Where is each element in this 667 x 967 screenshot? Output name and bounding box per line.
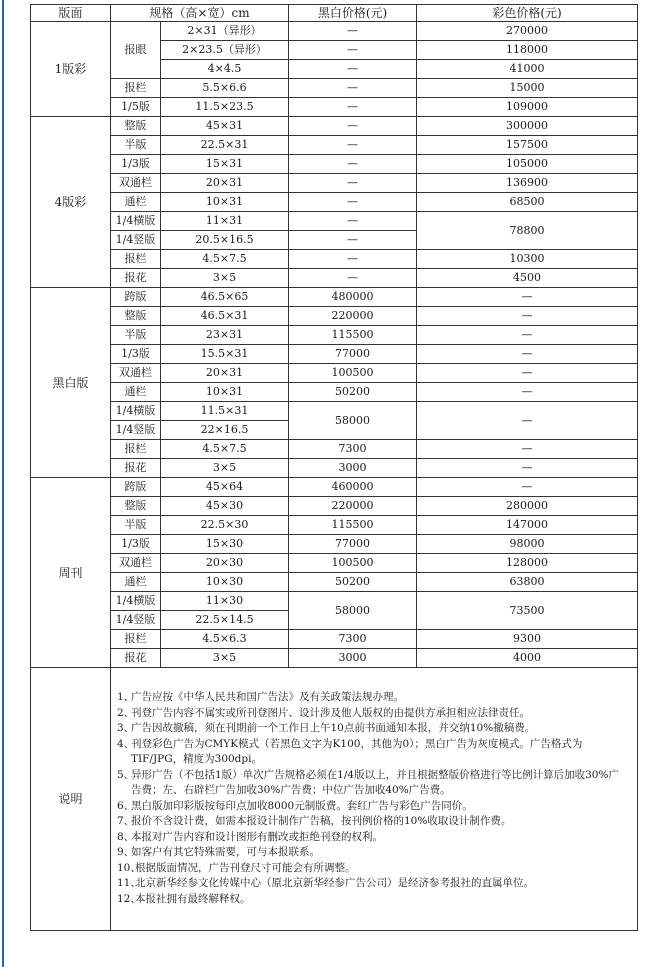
item-bw-price: 100500 [289, 554, 417, 573]
item-bw-price: 3000 [289, 459, 417, 478]
item-name: 双通栏 [111, 174, 161, 193]
item-name: 整版 [111, 497, 161, 516]
item-spec: 46.5×31 [161, 307, 289, 326]
item-name: 半版 [111, 326, 161, 345]
header-spec: 规格（高×宽）cm [111, 5, 289, 22]
item-bw-price: — [289, 98, 417, 117]
note-number: 9、 [117, 846, 135, 858]
section-name: 4版彩 [31, 117, 111, 288]
item-name: 报眼 [111, 22, 161, 79]
item-color-price: 15000 [417, 79, 638, 98]
item-color-price: 105000 [417, 155, 638, 174]
item-name: 1/4竖版 [111, 421, 161, 440]
item-spec: 20×31 [161, 174, 289, 193]
table-row [31, 307, 638, 326]
note-text: 刊登广告内容不属实或所刊登图片、设计涉及他人版权的由提供方承担相应法律责任。 [131, 706, 530, 719]
item-spec: 2×23.5（异形） [161, 41, 289, 60]
header-row [31, 5, 638, 22]
note-text: 本报对广告内容和设计图形有删改或拒绝刊登的权利。 [131, 830, 383, 843]
item-bw-price: 100500 [289, 364, 417, 383]
item-spec: 22.5×30 [161, 516, 289, 535]
item-name: 通栏 [111, 193, 161, 212]
note-number: 4、 [117, 737, 135, 750]
item-spec: 20.5×16.5 [161, 231, 289, 250]
item-bw-price: — [289, 79, 417, 98]
item-bw-price: 3000 [289, 649, 417, 668]
item-spec: 10×31 [161, 383, 289, 402]
note-item [117, 737, 629, 768]
item-spec: 45×31 [161, 117, 289, 136]
item-bw-price: 58000 [289, 592, 417, 630]
table-row [31, 649, 638, 668]
item-name: 报栏 [111, 79, 161, 98]
item-color-price: 118000 [417, 41, 638, 60]
note-text: 本报社拥有最终解释权。 [135, 892, 251, 905]
table-row [31, 516, 638, 535]
ad-price-table [30, 4, 638, 931]
table-row [31, 345, 638, 364]
item-name: 1/4横版 [111, 402, 161, 421]
item-spec: 45×30 [161, 497, 289, 516]
item-color-price: 73500 [417, 592, 638, 630]
item-spec: 23×31 [161, 326, 289, 345]
item-color-price: 109000 [417, 98, 638, 117]
item-spec: 20×30 [161, 554, 289, 573]
item-color-price: 63800 [417, 573, 638, 592]
item-color-price: 147000 [417, 516, 638, 535]
item-spec: 3×5 [161, 459, 289, 478]
table-row [31, 212, 638, 231]
item-bw-price: 220000 [289, 307, 417, 326]
note-item [117, 706, 629, 722]
item-color-price: — [417, 288, 638, 307]
item-color-price: — [417, 402, 638, 440]
note-item [117, 845, 629, 861]
item-color-price: — [417, 364, 638, 383]
item-spec: 3×5 [161, 649, 289, 668]
item-color-price: 68500 [417, 193, 638, 212]
item-name: 跨版 [111, 288, 161, 307]
item-bw-price: — [289, 193, 417, 212]
item-bw-price: — [289, 155, 417, 174]
item-bw-price: 460000 [289, 478, 417, 497]
item-spec: 3×5 [161, 269, 289, 288]
table-row [31, 155, 638, 174]
item-bw-price: 7300 [289, 440, 417, 459]
item-name: 1/3版 [111, 345, 161, 364]
item-name: 报栏 [111, 630, 161, 649]
item-color-price: 128000 [417, 554, 638, 573]
item-color-price: 4000 [417, 649, 638, 668]
header-layout: 版面 [31, 5, 111, 22]
item-color-price: 157500 [417, 136, 638, 155]
item-spec: 5.5×6.6 [161, 79, 289, 98]
item-spec: 15×31 [161, 155, 289, 174]
item-name: 半版 [111, 516, 161, 535]
item-color-price: 9300 [417, 630, 638, 649]
note-item [117, 768, 629, 799]
note-number: 5、 [117, 768, 135, 781]
item-color-price: — [417, 307, 638, 326]
table-row [31, 459, 638, 478]
note-text: 根据版面情况，广告刊登尺寸可能会有所调整。 [135, 861, 356, 874]
note-item [117, 799, 629, 815]
item-spec: 11×31 [161, 212, 289, 231]
item-color-price: — [417, 383, 638, 402]
note-item [117, 861, 629, 877]
notes-label: 说明 [31, 668, 111, 931]
table-row [31, 117, 638, 136]
item-color-price: 98000 [417, 535, 638, 554]
item-bw-price: 50200 [289, 573, 417, 592]
item-spec: 45×64 [161, 478, 289, 497]
table-row [31, 174, 638, 193]
note-number: 11、 [117, 877, 141, 889]
item-name: 报花 [111, 459, 161, 478]
item-bw-price: 115500 [289, 326, 417, 345]
item-name: 双通栏 [111, 364, 161, 383]
notes-content [111, 668, 638, 931]
table-row [31, 98, 638, 117]
table-row [31, 269, 638, 288]
item-bw-price: — [289, 174, 417, 193]
section-name: 周刊 [31, 478, 111, 668]
item-name: 1/3版 [111, 535, 161, 554]
item-spec: 15×30 [161, 535, 289, 554]
item-name: 报栏 [111, 440, 161, 459]
item-color-price: 4500 [417, 269, 638, 288]
item-color-price: 10300 [417, 250, 638, 269]
item-color-price: — [417, 345, 638, 364]
table-row [31, 630, 638, 649]
item-bw-price: 480000 [289, 288, 417, 307]
item-bw-price: — [289, 22, 417, 41]
table-row [31, 193, 638, 212]
page-left-rule [2, 0, 4, 967]
note-number: 7、 [117, 815, 135, 827]
notes-row [31, 668, 638, 931]
table-row [31, 573, 638, 592]
note-item [117, 814, 629, 830]
item-name: 通栏 [111, 573, 161, 592]
item-bw-price: — [289, 231, 417, 250]
table-row [31, 22, 638, 41]
note-item [117, 690, 629, 706]
note-number: 10、 [117, 861, 141, 874]
item-spec: 2×31（异形） [161, 22, 289, 41]
item-bw-price: — [289, 60, 417, 79]
note-text: 如客户有其它特殊需要，可与本报联系。 [131, 846, 320, 858]
table-row [31, 497, 638, 516]
item-spec: 11.5×23.5 [161, 98, 289, 117]
table-row [31, 592, 638, 611]
item-name: 双通栏 [111, 554, 161, 573]
table-row [31, 250, 638, 269]
item-name: 1/5版 [111, 98, 161, 117]
item-bw-price: 115500 [289, 516, 417, 535]
table-row [31, 326, 638, 345]
note-text: 黑白版加印彩版按每印点加收8000元制版费。套红广告与彩色广告同价。 [131, 799, 473, 812]
note-item [117, 721, 629, 737]
item-name: 跨版 [111, 478, 161, 497]
table-row [31, 364, 638, 383]
item-name: 通栏 [111, 383, 161, 402]
table-row [31, 402, 638, 421]
note-item [117, 876, 629, 892]
item-bw-price: — [289, 136, 417, 155]
item-spec: 4.5×6.3 [161, 630, 289, 649]
item-color-price: 78800 [417, 212, 638, 250]
table-row [31, 440, 638, 459]
item-color-price: — [417, 478, 638, 497]
item-name: 1/4竖版 [111, 231, 161, 250]
item-color-price: — [417, 326, 638, 345]
item-name: 整版 [111, 117, 161, 136]
item-color-price: 280000 [417, 497, 638, 516]
item-spec: 10×30 [161, 573, 289, 592]
item-color-price: 136900 [417, 174, 638, 193]
item-spec: 4×4.5 [161, 60, 289, 79]
table-row [31, 79, 638, 98]
item-spec: 20×31 [161, 364, 289, 383]
note-text: 异形广告（不包括1版）单次广告规格必须在1/4版以上，并且根据整版价格进行等比例计算后加收30%广告费；左、右辟栏广告加收30%广告费；中位广告加收40%广告费。 [131, 768, 619, 796]
item-bw-price: — [289, 269, 417, 288]
note-item [117, 892, 629, 908]
note-text: 广告应按《中华人民共和国广告法》及有关政策法规办理。 [131, 691, 404, 703]
item-spec: 22.5×31 [161, 136, 289, 155]
item-spec: 11.5×31 [161, 402, 289, 421]
note-number: 6、 [117, 799, 135, 812]
item-bw-price: 7300 [289, 630, 417, 649]
item-bw-price: — [289, 41, 417, 60]
item-color-price: — [417, 459, 638, 478]
table-row [31, 383, 638, 402]
item-bw-price: — [289, 250, 417, 269]
item-spec: 10×31 [161, 193, 289, 212]
item-color-price: 41000 [417, 60, 638, 79]
note-number: 8、 [117, 830, 135, 843]
note-number: 3、 [117, 722, 135, 734]
item-spec: 11×30 [161, 592, 289, 611]
item-color-price: — [417, 440, 638, 459]
item-name: 1/4横版 [111, 592, 161, 611]
note-text: 刊登彩色广告为CMYK模式（若黑色文字为K100，其他为0）；黑白广告为灰度模式。广告格式为TIF/JPG，精度为300dpi。 [131, 737, 583, 765]
item-bw-price: 77000 [289, 345, 417, 364]
item-name: 报花 [111, 269, 161, 288]
section-name: 1版彩 [31, 22, 111, 117]
table-row [31, 554, 638, 573]
item-name: 1/4竖版 [111, 611, 161, 630]
item-name: 报栏 [111, 250, 161, 269]
note-number: 12、 [117, 892, 141, 905]
item-name: 1/4横版 [111, 212, 161, 231]
note-text: 广告因故撤稿，须在刊期前一个工作日上午10点前书面通知本报，并交纳10%撤稿费。 [131, 722, 536, 734]
table-row [31, 478, 638, 497]
note-item [117, 830, 629, 846]
note-number: 1、 [117, 691, 135, 703]
item-color-price: 270000 [417, 22, 638, 41]
item-name: 整版 [111, 307, 161, 326]
item-spec: 46.5×65 [161, 288, 289, 307]
note-text: 报价不含设计费，如需本报设计制作广告稿，按刊例价格的10%收取设计制作费。 [131, 815, 512, 827]
item-name: 半版 [111, 136, 161, 155]
item-bw-price: — [289, 212, 417, 231]
item-bw-price: 220000 [289, 497, 417, 516]
item-color-price: 300000 [417, 117, 638, 136]
header-color-price: 彩色价格(元) [417, 5, 638, 22]
item-bw-price: 58000 [289, 402, 417, 440]
item-bw-price: — [289, 117, 417, 136]
item-name: 报花 [111, 649, 161, 668]
table-row [31, 288, 638, 307]
header-bw-price: 黑白价格(元) [289, 5, 417, 22]
item-spec: 22.5×14.5 [161, 611, 289, 630]
item-name: 1/3版 [111, 155, 161, 174]
table-row [31, 136, 638, 155]
item-bw-price: 50200 [289, 383, 417, 402]
item-spec: 22×16.5 [161, 421, 289, 440]
section-name: 黑白版 [31, 288, 111, 478]
item-spec: 4.5×7.5 [161, 250, 289, 269]
item-spec: 15.5×31 [161, 345, 289, 364]
item-bw-price: 77000 [289, 535, 417, 554]
note-text: 北京新华经参文化传媒中心（原北京新华经参广告公司）是经济参考报社的直属单位。 [135, 877, 534, 889]
item-spec: 4.5×7.5 [161, 440, 289, 459]
table-row [31, 535, 638, 554]
note-number: 2、 [117, 706, 135, 719]
